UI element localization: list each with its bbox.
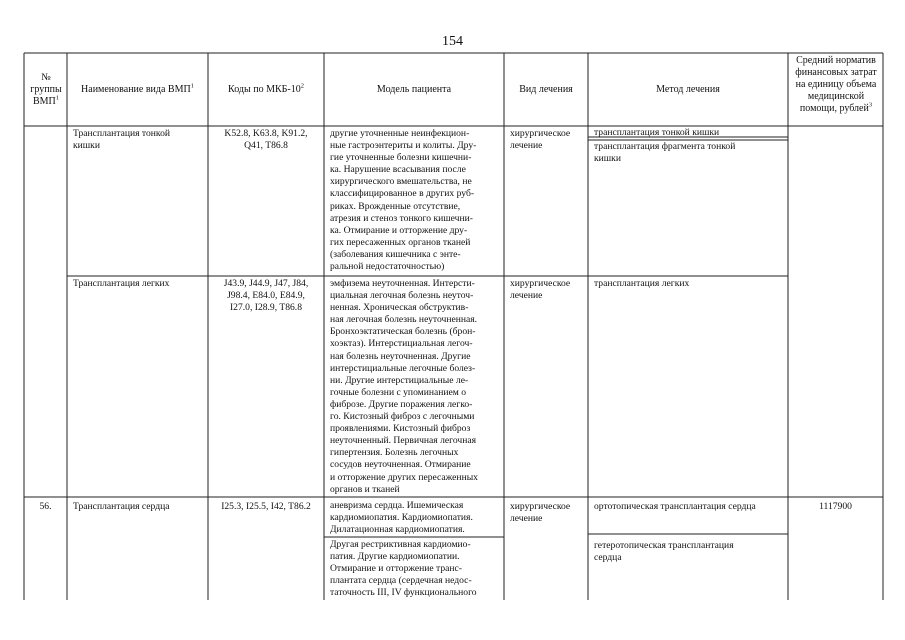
row1-method-2: трансплантация фрагмента тонкой кишки [594, 141, 736, 165]
row1-method-1: трансплантация тонкой кишки [594, 127, 720, 138]
row1-vmp-name: Трансплантация тонкой кишки [73, 128, 171, 152]
row2-method-1: трансплантация легких [594, 278, 690, 289]
row2-patient-model: эмфизема неуточненная. Интерсти- циальная легочная болезнь неуточ- ненная. Хроническая обструктив- ная легочная болезнь неуточненная. Бронхоэктатическая болезнь (брон- хоэктаз). Интерстициальная легоч- ная болезнь неуточненная. Другие интерстициальные легочные болез- ни. Другие интерстициальные ле- гочные болезни с упоминанием о фиброзе. Другие поражения легко- го. Кистозный фиброз с легочными проявлениями. Кистозный фиброз неуточненный. Первичная легочная гипертензия. Болезнь легочных сосудов неуточненная. Отмирание и отторжение других пересаженных органов и тканей [330, 278, 478, 495]
row3-mkb-codes: I25.3, I25.5, I42, T86.2 [221, 501, 311, 512]
header-avg-cost: Средний норматив финансовых затрат на единицу объема медицинской помощи, рублей$^3$ [795, 55, 877, 114]
row1-mkb-codes: K52.8, K63.8, K91.2, Q41, T86.8 [224, 128, 308, 152]
row3-group-no: 56. [39, 501, 52, 512]
header-group-no: № группы ВМП$^1$ [30, 72, 62, 107]
header-treatment-type: Вид лечения [519, 84, 573, 95]
row3-avg-cost: 1117900 [819, 501, 852, 512]
row3-method-1: ортотопическая трансплантация сердца [594, 501, 756, 512]
row3-method-2: гетеротопическая трансплантация сердца [594, 540, 734, 564]
row1-patient-model: другие уточненные неинфекцион- ные гастроэнтериты и колиты. Дру- гие уточненные болезни кишечни- ка. Нарушение всасывания после хирургического вмешательства, не классифицированное в других руб- риках. Врожденные отсутствие, атрезия и стеноз тонкого кишечни- ка. Отмирание и отторжение дру- гих пересаженных органов тканей (заболевания кишечника с энте- ральной недостаточностью) [330, 128, 477, 273]
row3-vmp-name: Трансплантация сердца [73, 501, 170, 512]
row3-patient-model-a: аневризма сердца. Ишемическая кардиомиопатия. Кардиомиопатия. Дилатационная кардиомиопатия. [330, 500, 473, 536]
row3-treatment-type: хирургическое лечение [510, 501, 571, 525]
row2-vmp-name: Трансплантация легких [73, 278, 170, 289]
header-patient-model: Модель пациента [376, 84, 452, 95]
row2-treatment-type: хирургическое лечение [510, 278, 571, 302]
row2-mkb-codes: J43.9, J44.9, J47, J84, J98.4, E84.0, E84.9, I27.0, I28.9, T86.8 [223, 278, 309, 314]
header-mkb-codes: Коды по МКБ-$10^2$ [228, 82, 304, 95]
page-number: 154 [442, 34, 463, 49]
row1-treatment-type: хирургическое лечение [510, 128, 571, 152]
header-vmp-name: Наименование вида ВМП$^1$ [81, 82, 194, 95]
row3-patient-model-b: Другая рестриктивная кардиомио- патия. Другие кардиомиопатии. Отмирание и отторжение транс- плантата сердца (сердечная недос- таточность III, IV функционального [330, 539, 477, 599]
header-treatment-method: Метод лечения [656, 84, 720, 95]
